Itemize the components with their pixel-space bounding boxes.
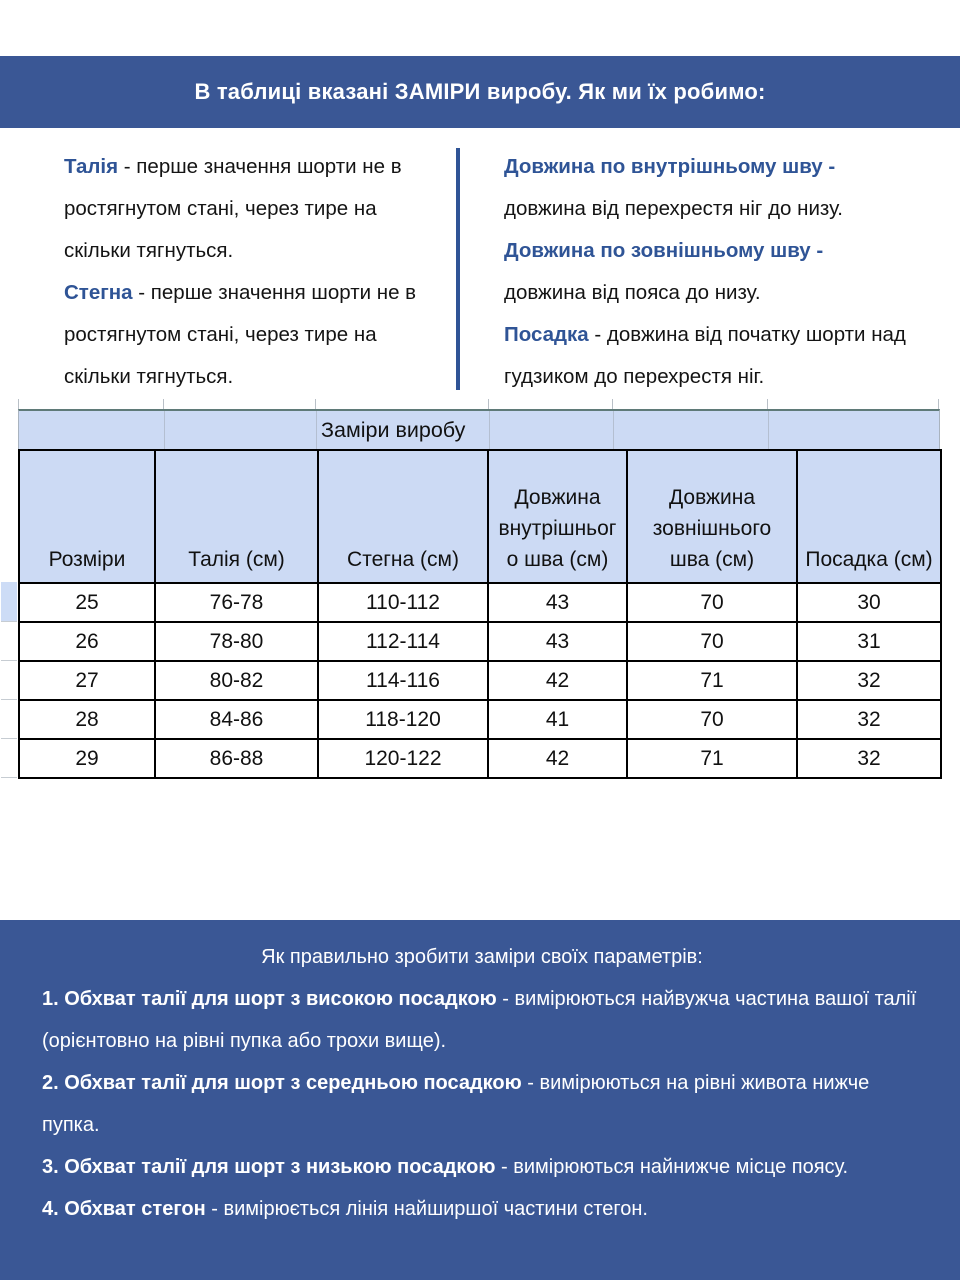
table-cell: 43 <box>488 622 627 661</box>
table-title-row <box>18 409 940 449</box>
faint-gridline <box>613 411 614 449</box>
instruction-lead: 2. Обхват талії для шорт з середньою посадкою <box>42 1072 522 1094</box>
table-cell: 42 <box>488 661 627 700</box>
table-title: Заміри виробу <box>321 417 466 442</box>
table-cell: 78-80 <box>155 622 318 661</box>
table-cell: 43 <box>488 583 627 622</box>
table-cell: 114-116 <box>318 661 488 700</box>
row-gutter-highlight <box>1 582 17 621</box>
column-divider-line <box>456 148 460 390</box>
gutter-gridline <box>1 777 17 778</box>
definition-hips <box>64 272 442 398</box>
definition-inseam <box>504 146 940 230</box>
table-cell: 29 <box>19 739 155 778</box>
instruction-text: - вимірюються найнижче місце поясу. <box>495 1156 849 1178</box>
definition-term-hips: Стегна <box>64 281 133 304</box>
definition-text-rise: - довжина від початку шорти над гудзиком до перехрестя ніг. <box>504 323 906 388</box>
column-header-waist: Талія (см) <box>155 450 318 583</box>
gutter-gridline <box>1 738 17 739</box>
table-cell: 70 <box>627 622 797 661</box>
instruction-text: - вимірюються на рівні живота нижче пупка. <box>42 1072 870 1136</box>
definitions-section <box>0 146 960 400</box>
gutter-gridline <box>1 699 17 700</box>
definition-text-waist: - перше значення шорти не в ростягнутом стані, через тире на скільки тягнуться. <box>64 155 402 262</box>
definition-term-inseam: Довжина по внутрішньому шву - <box>504 155 836 178</box>
instruction-item-4 <box>42 1188 922 1230</box>
table-row-size-29 <box>19 739 941 778</box>
table-cell: 32 <box>797 700 941 739</box>
instruction-item-2 <box>42 1062 922 1146</box>
definition-term-rise: Посадка <box>504 323 589 346</box>
definitions-left-column <box>64 146 442 398</box>
table-cell: 32 <box>797 661 941 700</box>
table-cell: 30 <box>797 583 941 622</box>
table-cell: 86-88 <box>155 739 318 778</box>
instruction-text: - вимірюється лінія найширшої частини стегон. <box>205 1198 648 1220</box>
table-cell: 76-78 <box>155 583 318 622</box>
size-table-grid <box>18 449 942 779</box>
faint-gridline <box>489 411 490 449</box>
gridline-tick-strip <box>18 399 940 409</box>
column-header-inseam: Довжина внутрішнього шва (см) <box>488 450 627 583</box>
table-cell: 41 <box>488 700 627 739</box>
table-cell: 120-122 <box>318 739 488 778</box>
table-row-size-26 <box>19 622 941 661</box>
definition-text-hips: - перше значення шорти не в ростягнутом стані, через тире на скільки тягнуться. <box>64 281 417 388</box>
table-cell: 26 <box>19 622 155 661</box>
definition-text-outseam: довжина від пояса до низу. <box>504 281 761 304</box>
definition-term-waist: Талія <box>64 155 119 178</box>
instruction-text: - вимірюються найвужча частина вашої талії (орієнтовно на рівні пупка або трохи вище). <box>42 988 917 1052</box>
table-cell: 84-86 <box>155 700 318 739</box>
table-cell: 80-82 <box>155 661 318 700</box>
table-cell: 70 <box>627 583 797 622</box>
definition-outseam <box>504 230 940 314</box>
gridline-tick <box>18 399 19 409</box>
table-cell: 27 <box>19 661 155 700</box>
table-cell: 31 <box>797 622 941 661</box>
gridline-tick <box>488 399 489 409</box>
column-header-hips: Стегна (см) <box>318 450 488 583</box>
definition-waist <box>64 146 442 272</box>
gutter-gridline <box>1 660 17 661</box>
gridline-tick <box>612 399 613 409</box>
table-cell: 70 <box>627 700 797 739</box>
header-band <box>0 56 960 128</box>
definition-term-outseam: Довжина по зовнішньому шву - <box>504 239 824 262</box>
gutter-gridline <box>1 621 17 622</box>
table-row-size-28 <box>19 700 941 739</box>
table-cell: 118-120 <box>318 700 488 739</box>
definition-text-inseam: довжина від перехрестя ніг до низу. <box>504 197 843 220</box>
definition-rise <box>504 314 940 398</box>
table-cell: 25 <box>19 583 155 622</box>
table-cell: 42 <box>488 739 627 778</box>
column-header-sizes: Розміри <box>19 450 155 583</box>
table-cell: 110-112 <box>318 583 488 622</box>
table-cell: 71 <box>627 739 797 778</box>
faint-gridline <box>164 411 165 449</box>
gridline-tick <box>767 399 768 409</box>
column-header-rise: Посадка (см) <box>797 450 941 583</box>
gridline-tick <box>938 399 939 409</box>
gridline-tick <box>163 399 164 409</box>
instruction-lead: 3. Обхват талії для шорт з низькою посадкою <box>42 1156 496 1178</box>
size-table <box>18 399 940 779</box>
instruction-lead: 4. Обхват стегон <box>42 1198 206 1220</box>
instruction-item-1 <box>42 978 922 1062</box>
table-cell: 28 <box>19 700 155 739</box>
table-cell: 32 <box>797 739 941 778</box>
table-row-size-27 <box>19 661 941 700</box>
instructions-heading: Як правильно зробити заміри своїх параметрів: <box>261 946 703 968</box>
faint-gridline <box>768 411 769 449</box>
instruction-item-3 <box>42 1146 922 1188</box>
measure-instructions-section <box>0 920 960 1280</box>
table-cell: 112-114 <box>318 622 488 661</box>
page-title: В таблиці вказані ЗАМІРИ виробу. Як ми їх робимо: <box>194 79 766 104</box>
faint-gridline <box>316 411 317 449</box>
column-header-outseam: Довжина зовнішнього шва (см) <box>627 450 797 583</box>
table-row-size-25 <box>19 583 941 622</box>
table-cell: 71 <box>627 661 797 700</box>
table-header-row <box>19 450 941 583</box>
gridline-tick <box>315 399 316 409</box>
instruction-lead: 1. Обхват талії для шорт з високою посадкою <box>42 988 497 1010</box>
definitions-right-column <box>504 146 940 398</box>
